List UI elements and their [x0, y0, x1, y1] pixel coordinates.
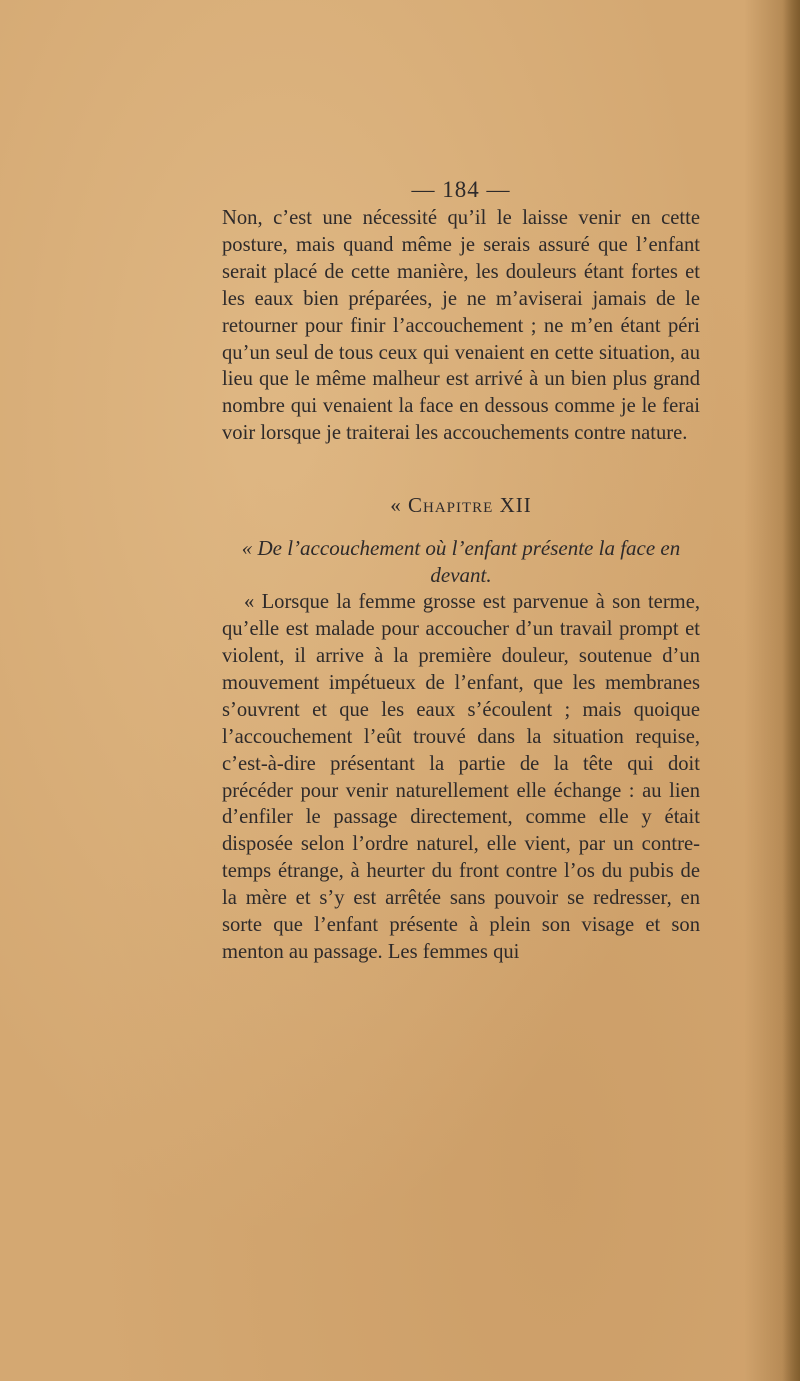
page-number: — 184 —	[411, 177, 511, 202]
page-edge-shadow	[782, 0, 800, 1381]
text-block	[222, 175, 700, 966]
paragraph-chapter-start: « Lorsque la femme grosse est parvenue à son terme, qu’elle est malade pour accoucher d’un travail prompt et violent, il arrive à la première douleur, soutenue d’un mouvement impétueux de l’enfant, que les membranes s’ouvrent et que les eaux s’écoulent ; mais quoique l’accouchement l’eût trouvé dans la situation requise, c’est-à-dire présentant la partie de la tête qui doit précéder pour venir naturellement elle échange : au lien d’enfiler le passage directement, comme elle y était disposée selon l’ordre naturel, elle vient, par un contre-temps étrange, à heurter du front contre l’os du pubis de la mère et s’y est arrêtée sans pouvoir se redresser, en sorte que l’enfant présente à plein son visage et son menton au passage. Les femmes qui	[222, 591, 700, 963]
chapter-heading	[222, 491, 700, 519]
chapter-subtitle: « De l’accouchement où l’enfant présente la face en devant.	[241, 536, 681, 588]
paragraph-continuation: Non, c’est une nécessité qu’il le laisse venir en cette posture, mais quand même je serais assuré que l’enfant serait placé de cette manière, les douleurs étant fortes et les eaux bien préparées, je ne m’aviserai jamais de le retourner pour finir l’accouchement ; ne m’en étant péri qu’un seul de tous ceux qui venaient en cette situation, au lieu que le même malheur est arrivé à un bien plus grand nombre qui venaient la face en dessous comme je le ferai voir lorsque je traiterai les accouchements contre nature.	[222, 207, 700, 445]
chapter-heading-text: « Chapitre XII	[390, 493, 532, 518]
